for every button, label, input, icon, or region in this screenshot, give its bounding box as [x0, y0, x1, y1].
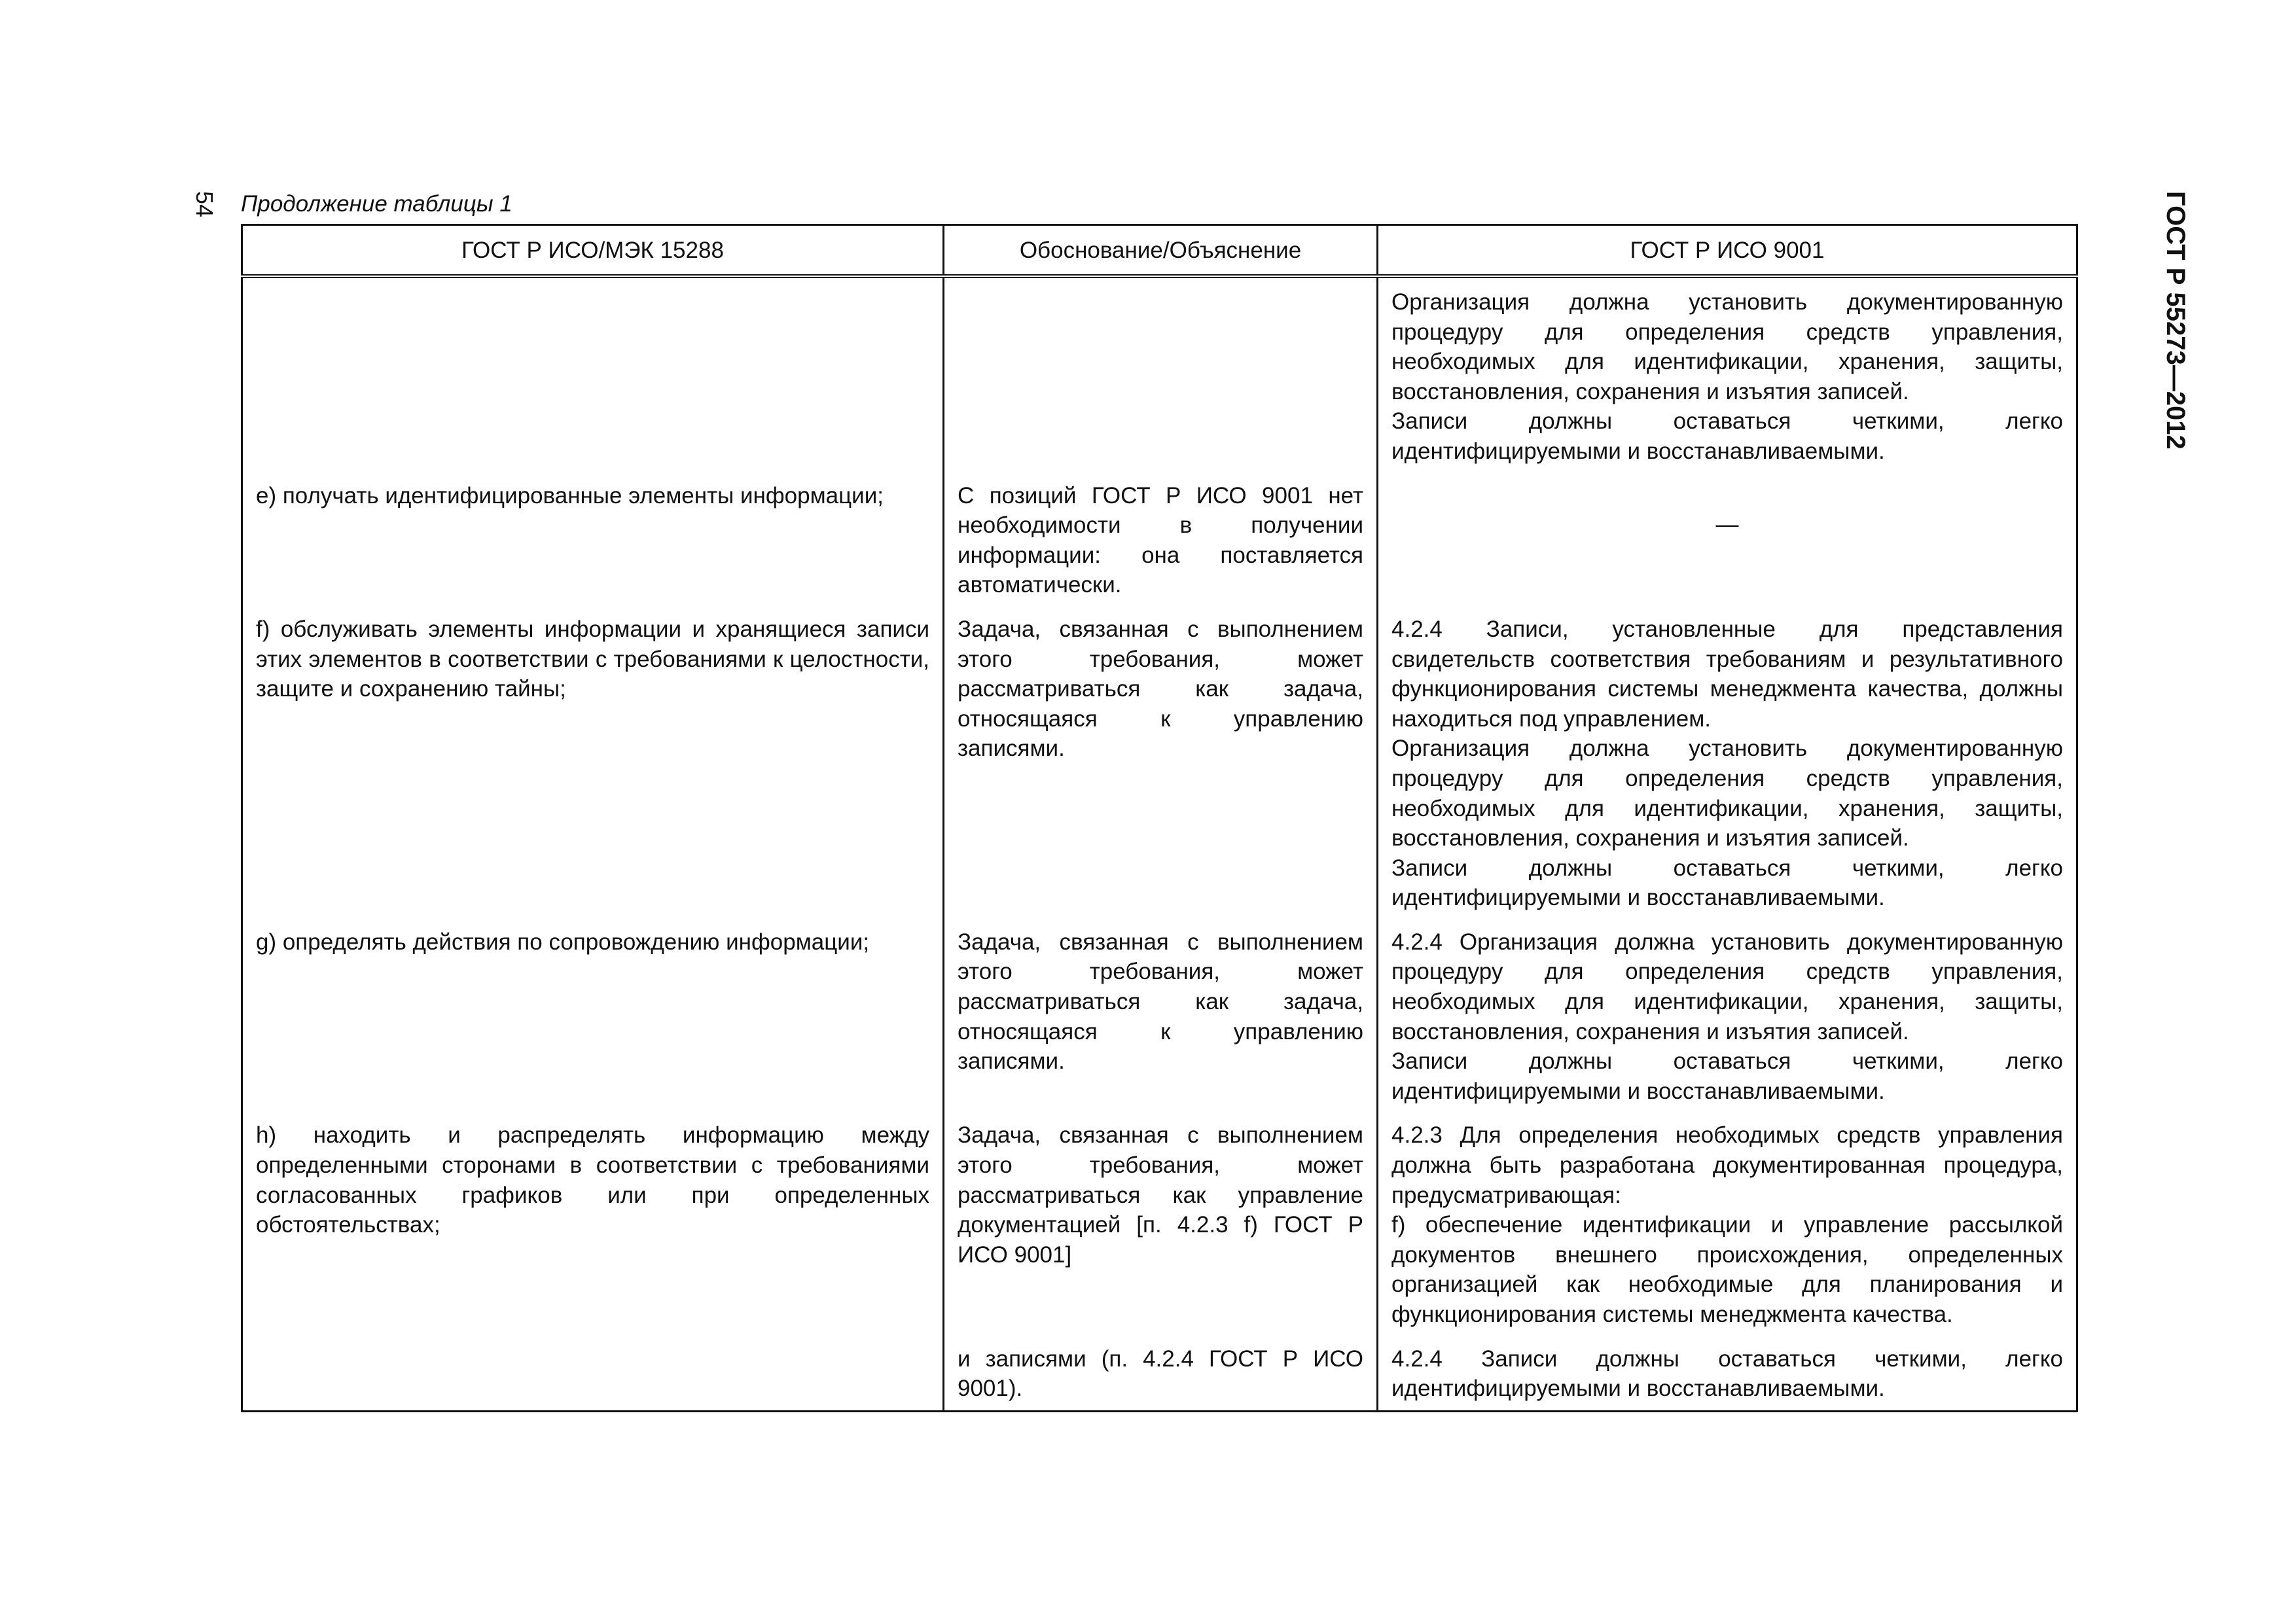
- cell-rationale: С позиций ГОСТ Р ИСО 9001 нет необходимости в получении информации: она поставляется автоматически.: [944, 481, 1378, 615]
- cell-rationale: [944, 276, 1378, 481]
- cell-iso15288: [242, 276, 944, 481]
- page-number-text: 54: [191, 191, 218, 218]
- table-row: [242, 1344, 2077, 1412]
- cell-iso9001: [1378, 276, 2077, 481]
- table-body: [242, 276, 2077, 1411]
- cell-iso15288: f) обслуживать элементы информации и хранящиеся записи этих элементов в соответствии с требованиями к целостности, защите и сохранению тайны;: [242, 615, 944, 927]
- cell-paragraph: 4.2.4 Организация должна установить документированную процедуру для определения средств управления, необходимых для идентификации, хранения, защиты, восстановления, сохранения и изъятия записей.: [1391, 929, 2063, 1044]
- cell-paragraph: Записи должны оставаться четкими, легко идентифицируемыми и восстанавливаемыми.: [1391, 855, 2063, 911]
- cell-iso15288: h) находить и распределять информацию между определенными сторонами в соответствии с требованиями согласованных графиков или при определенных обстоятельствах;: [242, 1120, 944, 1344]
- comparison-table: [241, 224, 2078, 1412]
- cell-iso9001: [1378, 1120, 2077, 1344]
- comparison-table-wrapper: [241, 224, 2076, 1412]
- table-row: [242, 1120, 2077, 1344]
- standard-code: [2157, 191, 2197, 492]
- cell-paragraph: Записи должны оставаться четкими, легко идентифицируемыми и восстанавливаемыми.: [1391, 408, 2063, 464]
- table-header-row: [242, 225, 2077, 277]
- page-number: [191, 191, 217, 230]
- standard-code-text: ГОСТ Р 55273—2012: [2161, 191, 2190, 450]
- table-row: [242, 276, 2077, 481]
- cell-iso9001: [1378, 615, 2077, 927]
- cell-rationale: Задача, связанная с выполнением этого требования, может рассматриваться как задача, относящаяся к управлению записями.: [944, 927, 1378, 1121]
- cell-iso9001: [1378, 927, 2077, 1121]
- cell-iso15288: [242, 1344, 944, 1412]
- cell-paragraph: 4.2.4 Записи, установленные для представления свидетельств соответствия требованиям и результативного функционирования системы менеджмента качества, должны находиться под управлением.: [1391, 616, 2063, 732]
- cell-paragraph: Организация должна установить документированную процедуру для определения средств управления, необходимых для идентификации, хранения, защиты, восстановления, сохранения и изъятия записей.: [1391, 289, 2063, 404]
- cell-rationale: и записями (п. 4.2.4 ГОСТ Р ИСО 9001).: [944, 1344, 1378, 1412]
- column-header-iso9001: ГОСТ Р ИСО 9001: [1378, 225, 2077, 277]
- cell-rationale: Задача, связанная с выполнением этого требования, может рассматриваться как задача, относящаяся к управлению записями.: [944, 615, 1378, 927]
- cell-iso15288: e) получать идентифицированные элементы информации;: [242, 481, 944, 615]
- cell-iso9001: [1378, 481, 2077, 615]
- table-row: [242, 927, 2077, 1121]
- table-row: [242, 615, 2077, 927]
- table-caption: Продолжение таблицы 1: [241, 191, 512, 217]
- cell-paragraph: Записи должны оставаться четкими, легко идентифицируемыми и восстанавливаемыми.: [1391, 1048, 2063, 1104]
- cell-rationale: Задача, связанная с выполнением этого требования, может рассматриваться как управление документацией [п. 4.2.3 f) ГОСТ Р ИСО 9001]: [944, 1120, 1378, 1344]
- cell-paragraph: 4.2.3 Для определения необходимых средств управления должна быть разработана документированная процедура, предусматривающая:: [1391, 1122, 2063, 1208]
- empty-dash: —: [1715, 511, 1739, 537]
- cell-iso15288: g) определять действия по сопровождению информации;: [242, 927, 944, 1121]
- column-header-iso15288: ГОСТ Р ИСО/МЭК 15288: [242, 225, 944, 277]
- table-row: [242, 481, 2077, 615]
- cell-paragraph: f) обеспечение идентификации и управление рассылкой документов внешнего происхождения, определенных организацией как необходимые для планирования и функционирования системы менеджмента качества.: [1391, 1212, 2063, 1327]
- cell-iso9001: [1378, 1344, 2077, 1412]
- cell-paragraph: 4.2.4 Записи должны оставаться четкими, легко идентифицируемыми и восстанавливаемыми.: [1391, 1346, 2063, 1402]
- cell-paragraph: Организация должна установить документированную процедуру для определения средств управления, необходимых для идентификации, хранения, защиты, восстановления, сохранения и изъятия записей.: [1391, 736, 2063, 851]
- column-header-rationale: Обоснование/Объяснение: [944, 225, 1378, 277]
- table-header: [242, 225, 2077, 277]
